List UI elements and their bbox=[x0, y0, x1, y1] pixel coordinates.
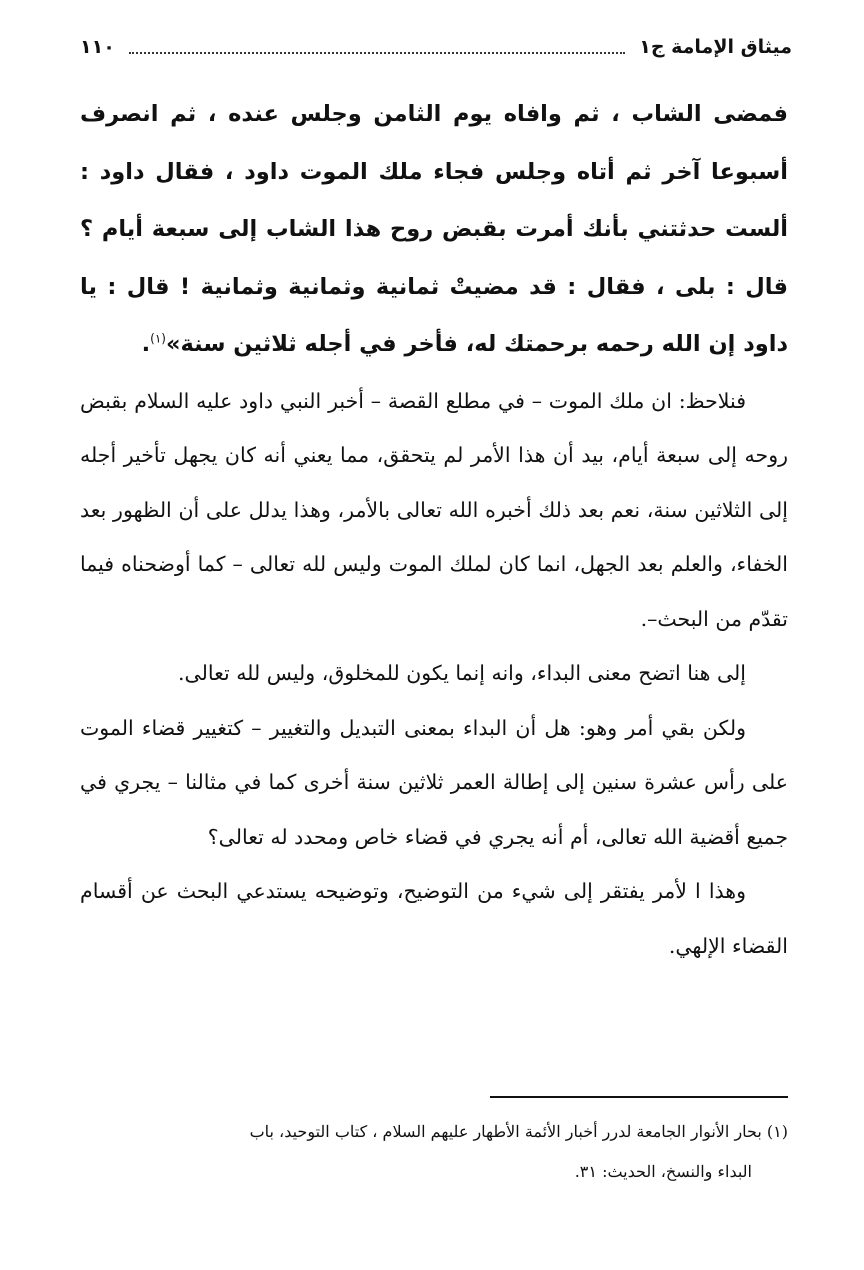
quote-end: . bbox=[141, 331, 151, 357]
footnote-separator bbox=[490, 1096, 788, 1098]
page-body bbox=[80, 86, 788, 973]
paragraph: ولكن بقي أمر وهو: هل أن البداء بمعنى التبديل والتغيير – كتغيير قضاء الموت على رأس عشرة سنين إلى إطالة العمر ثلاثين سنة أخرى كما في مثالنا – يجري في جميع أقضية الله تعالى، أم أنه يجري في قضاء خاص ومحدد له تعالى؟ bbox=[80, 715, 788, 849]
quote-text: فمضى الشاب ، ثم وافاه يوم الثامن وجلس عنده ، ثم انصرف أسبوعا آخر ثم أتاه وجلس فجاء ملك الموت داود ، فقال داود : ألست حدثتني بأنك أمرت بقبض روح هذا الشاب إلى سبعة أيام ؟ قال : بلى ، فقال : قد مضيتْ ثمانية وثمانية وثمانية ! قال : يا داود إن الله رحمه برحمتك له، فأخر في أجله ثلاثين سنة» bbox=[80, 101, 788, 357]
running-title: ميثاق الإمامة ج١ bbox=[639, 36, 792, 58]
hadith-quote bbox=[80, 86, 788, 374]
paragraph: وهذا ا لأمر يفتقر إلى شيء من التوضيح، وتوضيحه يستدعي البحث عن أقسام القضاء الإلهي. bbox=[80, 879, 788, 958]
footnote-line: البداء والنسخ، الحديث: ٣١. bbox=[574, 1162, 752, 1181]
page-number: ١١٠ bbox=[80, 36, 115, 58]
paragraph: فنلاحظ: ان ملك الموت – في مطلع القصة – أخبر النبي داود عليه السلام بقبض روحه إلى سبعة أيام، بيد أن هذا الأمر لم يتحقق، مما يعني أنه كان يجهل تأخير أجله إلى الثلاثين سنة، نعم بعد ذلك أخبره الله تعالى بالأمر، وهذا يدلل على أن الظهور بعد الخفاء، والعلم بعد الجهل، انما كان لملك الموت وليس لله تعالى – كما أوضحناه فيما تقدّم من البحث–. bbox=[80, 388, 788, 631]
footnote-line: (١) بحار الأنوار الجامعة لدرر أخبار الأئمة الأطهار عليهم السلام ، كتاب التوحيد، باب bbox=[249, 1122, 788, 1141]
footnote bbox=[80, 1112, 788, 1192]
footnote-marker: (١) bbox=[150, 331, 166, 346]
running-header bbox=[80, 30, 792, 64]
header-leader-dots bbox=[129, 52, 625, 54]
paragraph: إلى هنا اتضح معنى البداء، وانه إنما يكون للمخلوق، وليس لله تعالى. bbox=[177, 661, 746, 685]
